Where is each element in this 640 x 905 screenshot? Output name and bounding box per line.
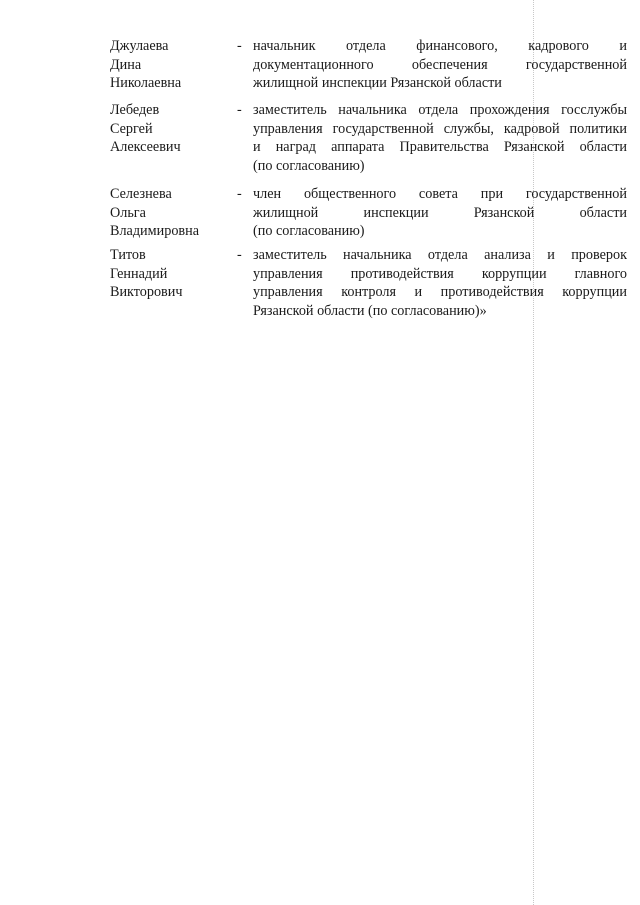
member-name bbox=[110, 185, 230, 241]
dash-separator: - bbox=[237, 38, 242, 54]
position-line: документационного обеспечения государственной bbox=[253, 56, 627, 73]
position-line: жилищной инспекции Рязанской области bbox=[253, 75, 502, 91]
position-line: управления противодействия коррупции главного bbox=[253, 265, 627, 282]
name-line: Ольга bbox=[110, 204, 146, 221]
member-name bbox=[110, 246, 230, 302]
position-line: член общественного совета при государственной bbox=[253, 186, 627, 202]
name-line: Селезнева bbox=[110, 186, 172, 202]
position-line: заместитель начальника отдела прохождения госслужбы bbox=[253, 102, 627, 118]
position-line: управления контроля и противодействия коррупции bbox=[253, 284, 627, 300]
position-line: (по согласованию) bbox=[253, 157, 365, 174]
position-line: и наград аппарата Правительства Рязанской области bbox=[253, 139, 627, 155]
dash-separator: - bbox=[237, 247, 242, 263]
name-line: Джулаева bbox=[110, 38, 169, 54]
name-line: Дина bbox=[110, 56, 142, 73]
member-position bbox=[253, 101, 627, 175]
dash-separator: - bbox=[237, 102, 242, 118]
position-line: начальник отдела финансового, кадрового и bbox=[253, 38, 627, 54]
member-position bbox=[253, 246, 627, 320]
name-line: Титов bbox=[110, 247, 146, 263]
member-name bbox=[110, 37, 230, 93]
name-line: Алексеевич bbox=[110, 139, 181, 155]
position-line: (по согласованию) bbox=[253, 223, 365, 239]
member-name bbox=[110, 101, 230, 157]
member-position bbox=[253, 185, 627, 241]
position-line: Рязанской области (по согласованию)» bbox=[253, 302, 487, 319]
position-line: жилищной инспекции Рязанской области bbox=[253, 204, 627, 221]
position-line: управления государственной службы, кадровой политики bbox=[253, 120, 627, 137]
name-line: Николаевна bbox=[110, 75, 182, 91]
name-line: Сергей bbox=[110, 120, 153, 137]
name-line: Лебедев bbox=[110, 102, 160, 118]
dash-separator: - bbox=[237, 186, 242, 202]
member-position bbox=[253, 37, 627, 93]
name-line: Геннадий bbox=[110, 265, 168, 282]
name-line: Владимировна bbox=[110, 223, 199, 239]
name-line: Викторович bbox=[110, 284, 183, 300]
position-line: заместитель начальника отдела анализа и проверок bbox=[253, 247, 627, 263]
